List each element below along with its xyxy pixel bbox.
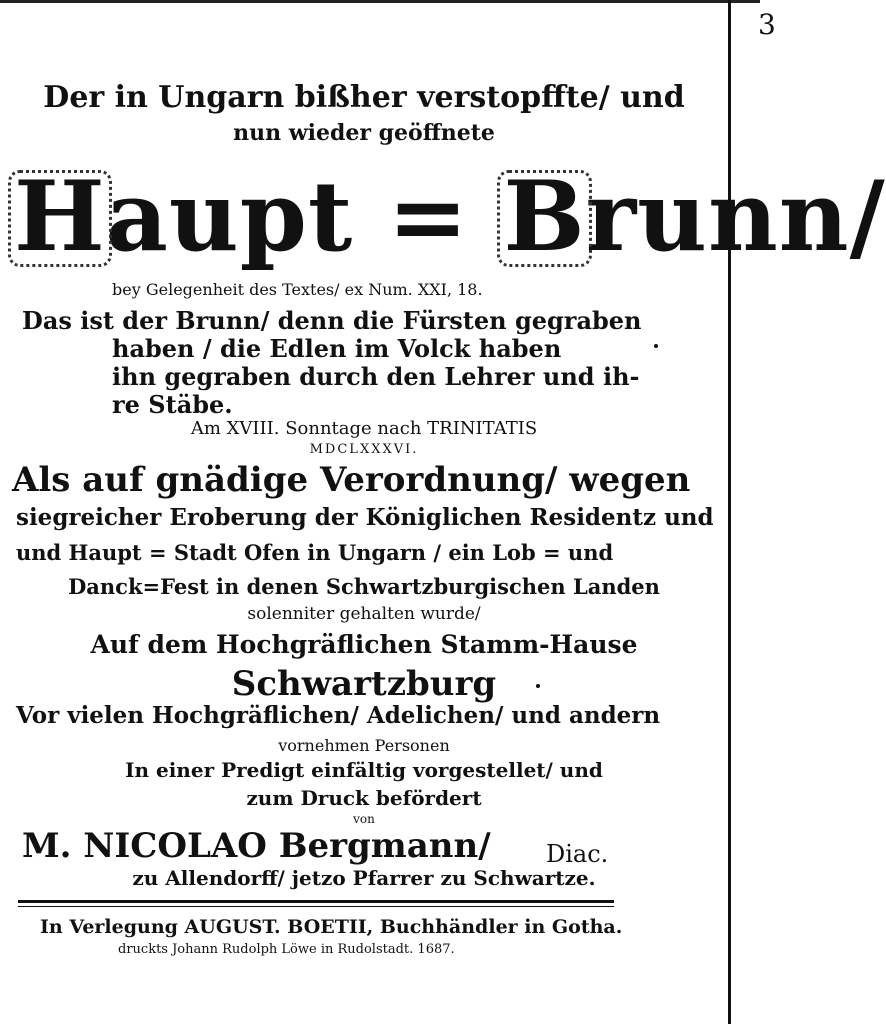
speck-mark — [536, 684, 540, 688]
main-title-part-2: runn/ — [585, 160, 886, 273]
occasion-line: bey Gelegenheit des Textes/ ex Num. XXI, 18. — [112, 280, 483, 299]
occasion-line-5: solenniter gehalten wurde/ — [247, 604, 481, 624]
title-line-1: Der in Ungarn bißher verstopffte/ und — [43, 80, 685, 115]
occasion-line-2: siegreicher Eroberung der Königlichen Residentz und — [16, 504, 714, 531]
occasion-line-11: zum Druck befördert — [246, 786, 482, 810]
right-page-edge — [728, 0, 731, 1024]
occasion-line-8: Vor vielen Hochgräflichen/ Adelichen/ und andern — [16, 702, 661, 729]
speck-mark — [654, 344, 658, 348]
imprint-publisher: In Verlegung AUGUST. BOETII, Buchhändler in Gotha. — [40, 916, 623, 938]
author-name: M. NICOLAO Bergmann/ — [22, 826, 491, 866]
page-number: 3 — [758, 8, 776, 41]
top-border-line — [0, 0, 760, 3]
scripture-line-1: Das ist der Brunn/ denn die Fürsten gegraben — [22, 306, 642, 335]
main-title-hyphen: = — [387, 160, 470, 273]
occasion-heading: Als auf gnädige Verordnung/ wegen — [12, 460, 691, 500]
scripture-line-3: ihn gegraben durch den Lehrer und ih- — [112, 362, 640, 391]
place-name-schwartzburg: Schwartzburg — [231, 664, 497, 704]
title-line-2: nun wieder geöffnete — [233, 120, 495, 146]
imprint-printer: druckts Johann Rudolph Löwe in Rudolstadt. 1687. — [118, 942, 455, 957]
year-line: MDCLXXXVI. — [309, 442, 419, 457]
scripture-line-2: haben / die Edlen im Volck haben — [112, 334, 562, 363]
occasion-line-10: In einer Predigt einfältig vorgestellet/ und — [125, 758, 603, 782]
imprint-rule-thick — [18, 900, 614, 903]
occasion-line-4: Danck=Fest in denen Schwartzburgischen Landen — [68, 574, 660, 599]
occasion-line-3: und Haupt = Stadt Ofen in Ungarn / ein Lob = und — [16, 540, 614, 565]
decorated-initial-b: B — [503, 160, 586, 273]
author-place: zu Allendorff/ jetzo Pfarrer zu Schwartze. — [132, 866, 596, 890]
main-title — [14, 160, 886, 273]
imprint-rule-thin — [18, 906, 614, 907]
date-line: Am XVIII. Sonntage nach TRINITATIS — [190, 418, 538, 439]
author-title: Diac. — [546, 840, 609, 868]
scripture-line-4: re Stäbe. — [112, 390, 233, 419]
occasion-line-9: vornehmen Personen — [278, 736, 450, 755]
main-title-part-1: aupt — [105, 160, 354, 273]
von-line: von — [353, 812, 375, 826]
decorated-initial-h: H — [14, 160, 106, 273]
occasion-line-6: Auf dem Hochgräflichen Stamm-Hause — [90, 630, 638, 659]
